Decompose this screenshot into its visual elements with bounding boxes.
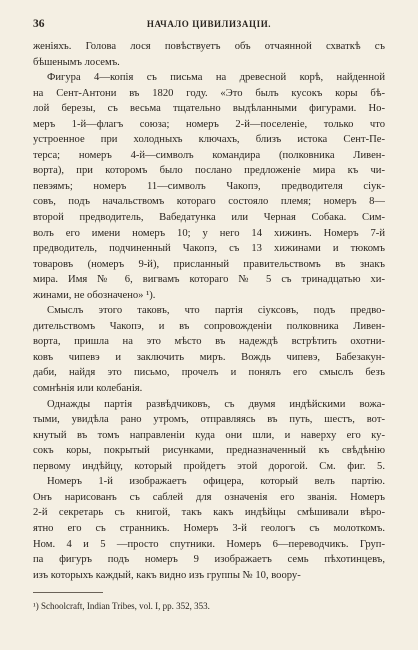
text-line: кнутый въ томъ направленіи куда они шли, и наверху его ку- bbox=[33, 429, 385, 441]
body-text bbox=[33, 39, 385, 583]
text-line: мира. Имя № 6, вигвамъ котораго № 5 съ тринадцатью хи- bbox=[33, 274, 385, 286]
text-line: волъ его имени номеръ 10; у него 14 хижинъ. Номеръ 7-й bbox=[33, 227, 385, 239]
text-line: Ном. 4 и 5 —просто спутники. Номеръ 6—переводчикъ. Груп- bbox=[33, 538, 385, 550]
text-line: Однажды партія развѣдчиковъ, съ двумя индѣйскими вожа- bbox=[47, 398, 385, 410]
text-line: ворта), при которомъ было послано предложеніе мира къ чи- bbox=[33, 165, 385, 177]
text-line: терса; номеръ 4-й—символъ командира (полковника Ливен- bbox=[33, 149, 385, 161]
text-line: первому индѣйцу, который пройдетъ этой дорогой. См. фиг. 5. bbox=[33, 460, 385, 472]
text-line: совъ, подъ начальствомъ котораго состояло племя; номеръ 8— bbox=[33, 196, 385, 208]
text-line: Смыслъ этого таковъ, что партія сіуксовъ, подъ предво- bbox=[47, 305, 385, 317]
text-line: ковъ чипевэ и заключить миръ. Вождь чипевэ, Бабезакун- bbox=[33, 351, 385, 363]
text-line: Онъ нарисованъ съ саблей для означенія его званія. Номеръ bbox=[33, 491, 385, 503]
text-line: даби, найдя это письмо, прочелъ и понялъ его смыслъ безъ bbox=[33, 367, 385, 379]
text-line: предводитель, подчиненный Чакопэ, съ 13 хижинами и тюкомъ bbox=[33, 243, 385, 255]
text-line: женіяхъ. Голова лося повѣствуетъ объ отчаянной схваткѣ съ bbox=[33, 41, 385, 52]
text-line: певэямъ; номеръ 11—символъ Чакопэ, предводителя сіук- bbox=[33, 180, 385, 192]
text-line: второй предводитель, Вабедатунка или Черная Собака. Сим- bbox=[33, 212, 385, 224]
page-header bbox=[33, 18, 385, 32]
page-number: 36 bbox=[33, 18, 45, 30]
text-line: 2-й секретарь съ книгой, такъ какъ индѣйцы смѣшивали вѣро- bbox=[33, 507, 385, 519]
text-line: меръ 1-й—флагъ союза; номеръ 2-й—поселеніе, только что bbox=[33, 118, 385, 130]
text-line: бѣшенымъ лосемъ. bbox=[33, 56, 120, 68]
footnote-divider bbox=[33, 592, 103, 593]
text-line: лой березы, съ весьма тщательно выдѣланными фигурами. Но- bbox=[33, 103, 385, 115]
text-line: ворта, пришла на это мѣсто въ надеждѣ встрѣтить охотни- bbox=[33, 336, 385, 348]
footnote: ¹) Schoolcraft, Indian Tribes, vol. I, pp. 352, 353. bbox=[33, 601, 210, 611]
text-line: сомнѣнія или колебанія. bbox=[33, 383, 143, 395]
text-line: изъ которыхъ каждый, какъ видно изъ группы № 10, воору- bbox=[33, 569, 301, 581]
text-line: сокъ коры, покрытый рисунками, предназначенный къ свѣдѣнію bbox=[33, 445, 385, 457]
text-line: ятно его съ странникъ. Номеръ 3-й геологъ съ молоткомъ. bbox=[33, 522, 385, 534]
text-line: на Сент-Антони въ 1820 году. «Это былъ кусокъ коры бѣ- bbox=[33, 87, 385, 99]
text-line: Номеръ 1-й изображаетъ офицера, который велъ партію. bbox=[47, 476, 385, 488]
text-line: дительствомъ Чакопэ, и въ сопровожденіи полковника Ливен- bbox=[33, 320, 385, 332]
text-line: устроенное при холодныхъ ключахъ, близъ истока Сент-Пе- bbox=[33, 134, 385, 146]
text-line: жинами, не обозначено» ¹). bbox=[33, 289, 156, 301]
text-line: Фигура 4—копія съ письма на древесной корѣ, найденной bbox=[47, 72, 385, 84]
text-line: па фигуръ подъ номеръ 9 изображаетъ семь пѣхотинцевъ, bbox=[33, 554, 385, 566]
text-line: тыми, увидѣла рано утромъ, отправляясь въ путь, шестъ, вот- bbox=[33, 414, 385, 426]
running-head: НАЧАЛО ЦИВИЛИЗАЦІИ. bbox=[146, 19, 272, 29]
text-line: товаровъ (номеръ 9-й), присланный правительствомъ въ знакъ bbox=[33, 258, 385, 270]
